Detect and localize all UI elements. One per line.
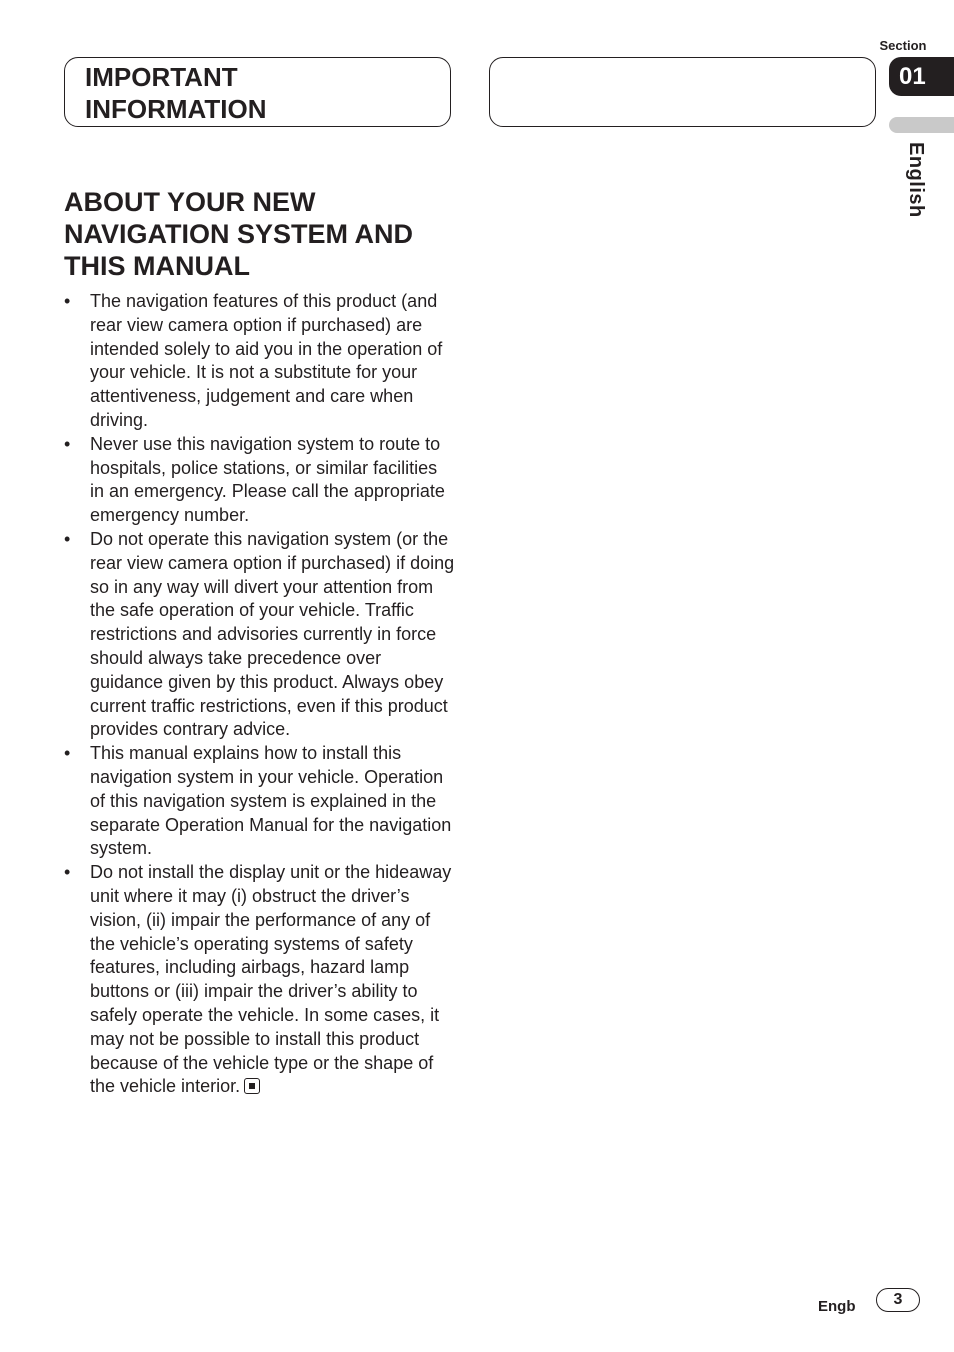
section-heading-line-1: ABOUT YOUR NEW — [64, 187, 316, 217]
bullet-icon: • — [64, 291, 71, 311]
bullet-text: The navigation features of this product (and rear view camera option if purchased) are intended solely to aid you in the operation of your vehicle. It is not a substitute for your attentiveness, judgement and care when driving. — [90, 291, 443, 430]
bullet-icon: • — [64, 743, 71, 764]
bullet-icon: • — [64, 528, 71, 549]
section-heading — [64, 186, 464, 282]
header-empty-box — [489, 57, 876, 127]
list-item — [64, 433, 456, 528]
end-of-section-icon — [244, 1078, 260, 1094]
section-number-badge: 01 — [889, 57, 954, 96]
chapter-title-line-1: IMPORTANT — [85, 62, 238, 92]
list-item — [64, 290, 456, 433]
side-language-tab — [878, 142, 944, 222]
section-label: Section — [879, 38, 927, 53]
chapter-header-box — [64, 57, 451, 127]
list-item — [64, 528, 456, 742]
section-heading-line-2: NAVIGATION SYSTEM AND — [64, 219, 414, 249]
bullet-text: Never use this navigation system to route to hospitals, police stations, or similar facilities in an emergency. Please call the appropriate emergency number. — [90, 433, 445, 526]
safety-bullet-list — [64, 290, 456, 1099]
bullet-icon: • — [64, 433, 71, 454]
chapter-title — [85, 61, 425, 125]
section-heading-line-3: THIS MANUAL — [64, 251, 250, 281]
language-label: English — [905, 142, 927, 218]
list-item — [64, 742, 456, 861]
bullet-icon: • — [64, 862, 71, 883]
bullet-text-with-end-mark — [90, 861, 456, 1099]
page-number: 3 — [876, 1288, 920, 1312]
bullet-text: Do not install the display unit or the hideaway unit where it may (i) obstruct the driver’s vision, (ii) impair the performance of any of the vehicle’s operating systems of safety features, including airbags, hazard lamp buttons or (iii) impair the driver’s ability to safely operate the vehicle. In some cases, it may not be possible to install this product because of the vehicle type or the shape of the vehicle interior. — [90, 862, 452, 1097]
side-tab-bar — [889, 117, 954, 133]
bullet-text: This manual explains how to install this navigation system in your vehicle. Operation of this navigation system is explained in the separate Operation Manual for the navigation system. — [90, 743, 452, 859]
chapter-title-line-2: INFORMATION — [85, 94, 267, 124]
footer-language-code: Engb — [818, 1298, 856, 1315]
list-item — [64, 861, 456, 1099]
bullet-text: Do not operate this navigation system (or the rear view camera option if purchased) if doing so in any way will divert your attention from the safe operation of your vehicle. Traffic restrictions and advisories currently in force should always take precedence over guidance given by this product. Always obey current traffic restrictions, even if this product provides contrary advice. — [90, 528, 455, 740]
